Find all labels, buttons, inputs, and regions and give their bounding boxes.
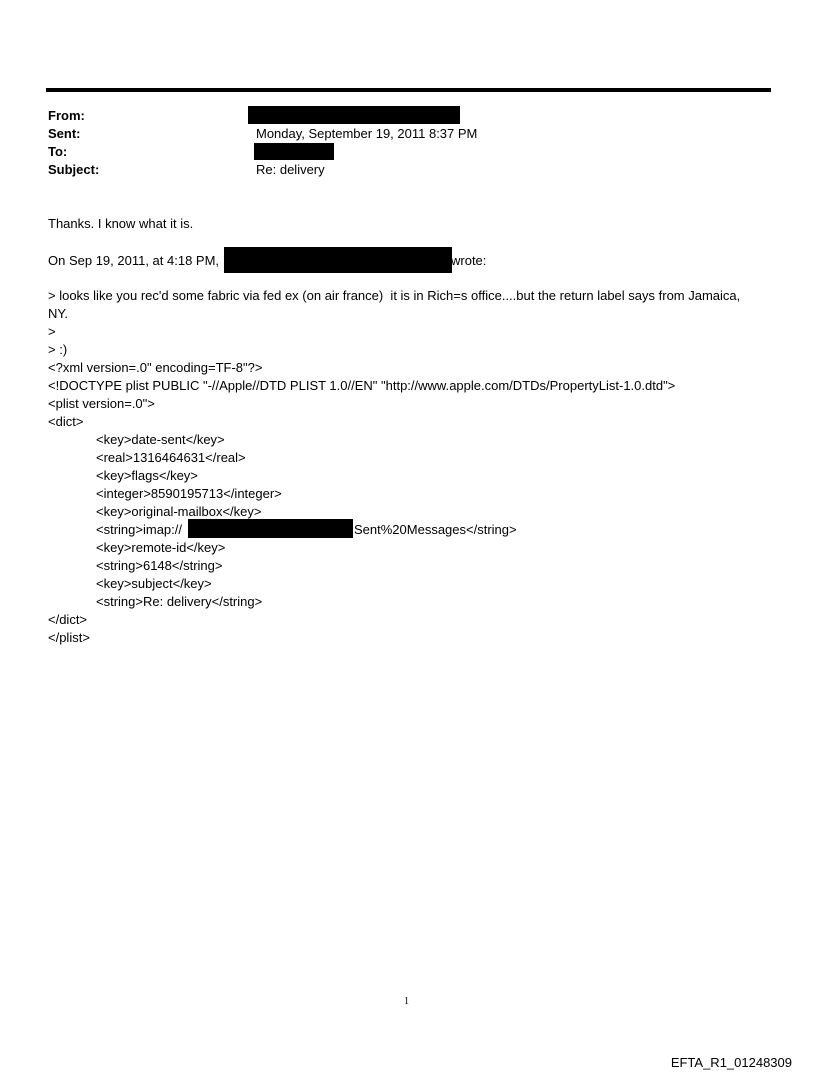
xml-dict-open: <dict> [48, 414, 84, 429]
xml-key: <key>original-mailbox</key> [96, 504, 262, 519]
sent-label: Sent: [48, 126, 81, 141]
subject-label: Subject: [48, 162, 100, 177]
from-label: From: [48, 108, 85, 123]
to-label: To: [48, 144, 68, 159]
from-redaction [248, 106, 460, 124]
quote-intro-prefix: On Sep 19, 2011, at 4:18 PM, [48, 253, 220, 268]
page-number: 1 [404, 996, 409, 1007]
xml-value: <string>Re: delivery</string> [96, 594, 263, 609]
xml-plist-close: </plist> [48, 630, 90, 645]
xml-dict-close: </dict> [48, 612, 88, 627]
quote-line: NY. [48, 306, 68, 321]
xml-value: <string>6148</string> [96, 558, 223, 573]
xml-key: <key>subject</key> [96, 576, 212, 591]
quote-line: > looks like you rec'd some fabric via fed ex (on air france) it is in Rich=s office....but the return label says from Jamaica, [48, 288, 741, 303]
xml-value-prefix: <string>imap:// [96, 522, 182, 537]
sent-value: Monday, September 19, 2011 8:37 PM [256, 126, 478, 141]
xml-plist-open: <plist version=.0"> [48, 396, 155, 411]
reply-text: Thanks. I know what it is. [48, 216, 194, 231]
xml-key: <key>remote-id</key> [96, 540, 226, 555]
sender-redaction [224, 247, 452, 273]
xml-value: <integer>8590195713</integer> [96, 486, 282, 501]
xml-value: <real>1316464631</real> [96, 450, 246, 465]
to-redaction [254, 143, 334, 160]
xml-declaration: <?xml version=.0" encoding=TF-8"?> [48, 360, 263, 375]
quote-intro-suffix: wrote: [451, 253, 487, 268]
quote-line: > :) [48, 342, 68, 357]
subject-value: Re: delivery [256, 162, 325, 177]
header-rule [46, 88, 771, 92]
quote-line: > [48, 324, 56, 339]
xml-key: <key>date-sent</key> [96, 432, 225, 447]
xml-key: <key>flags</key> [96, 468, 198, 483]
xml-value-suffix: Sent%20Messages</string> [354, 522, 517, 537]
mailbox-redaction [188, 519, 353, 538]
xml-doctype: <!DOCTYPE plist PUBLIC "-//Apple//DTD PLIST 1.0//EN" "http://www.apple.com/DTDs/PropertyList-1.0.dtd"> [48, 378, 676, 393]
document-id: EFTA_R1_01248309 [670, 1055, 792, 1070]
